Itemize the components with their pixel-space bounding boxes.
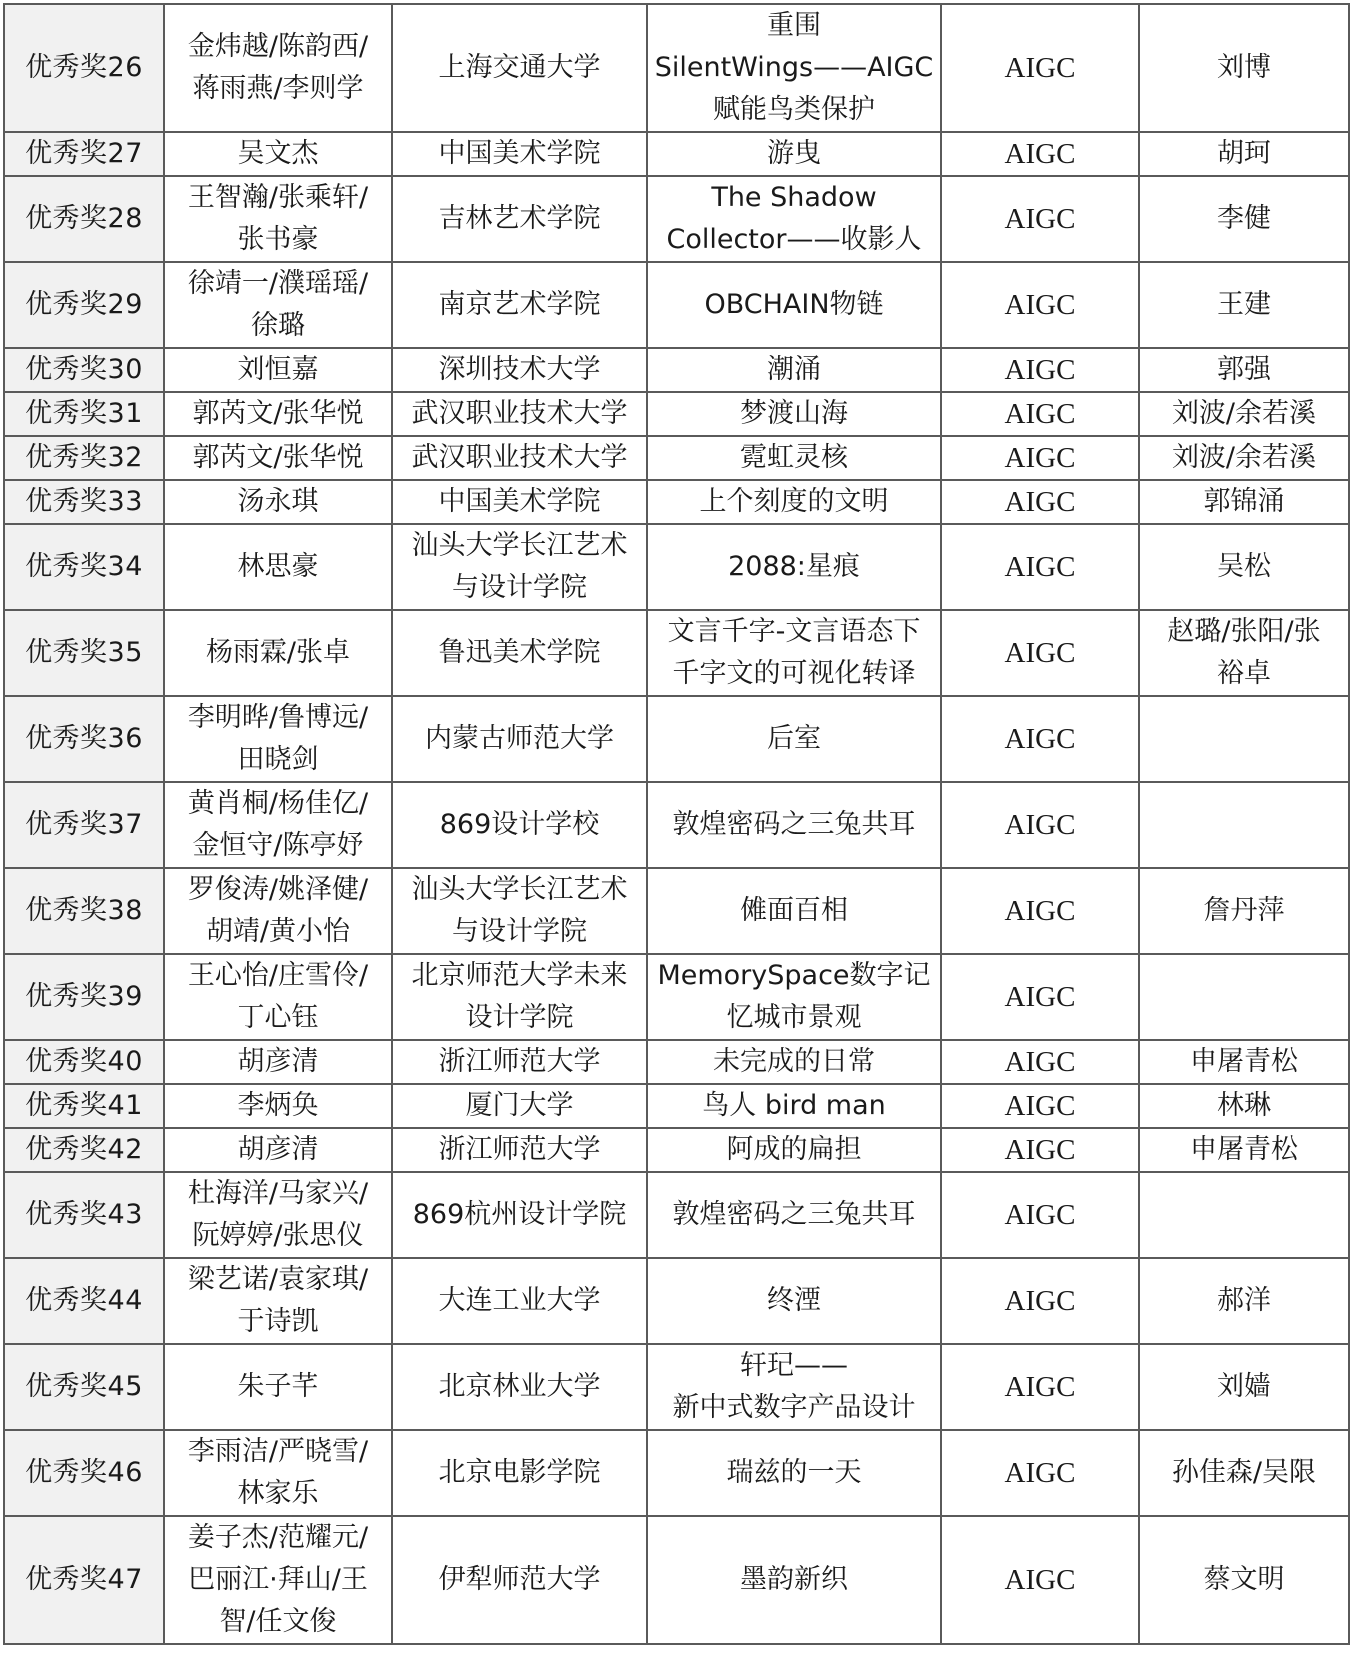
authors-cell-line: 刘恒嘉 bbox=[237, 354, 319, 385]
award-name-cell: 优秀奖38 bbox=[4, 868, 164, 954]
work-title-cell bbox=[647, 1172, 941, 1258]
work-title-cell-line: 潮涌 bbox=[767, 354, 821, 385]
authors-cell-line: 林思豪 bbox=[237, 551, 319, 582]
table-row bbox=[4, 1258, 1349, 1344]
authors-cell-line: 蒋雨燕/李则学 bbox=[192, 73, 364, 104]
school-cell-line: 厦门大学 bbox=[465, 1090, 574, 1121]
work-title-cell-line: OBCHAIN物链 bbox=[704, 289, 884, 320]
award-name-cell: 优秀奖35 bbox=[4, 610, 164, 696]
category-cell: AIGC bbox=[941, 132, 1139, 176]
advisor-cell bbox=[1139, 480, 1349, 524]
advisor-cell bbox=[1139, 1516, 1349, 1644]
work-title-cell-line: 敦煌密码之三兔共耳 bbox=[672, 1199, 916, 1230]
table-row bbox=[4, 1172, 1349, 1258]
award-name-cell: 优秀奖40 bbox=[4, 1040, 164, 1084]
work-title-cell bbox=[647, 348, 941, 392]
work-title-cell-line: Collector——收影人 bbox=[666, 224, 922, 255]
advisor-cell bbox=[1139, 1258, 1349, 1344]
award-name-cell: 优秀奖37 bbox=[4, 782, 164, 868]
authors-cell-line: 郭芮文/张华悦 bbox=[192, 398, 364, 429]
authors-cell-line: 巴丽江·拜山/王 bbox=[188, 1564, 368, 1595]
advisor-cell-line: 裕卓 bbox=[1217, 658, 1271, 689]
advisor-cell-line: 林琳 bbox=[1217, 1090, 1271, 1121]
school-cell-line: 浙江师范大学 bbox=[438, 1046, 601, 1077]
school-cell bbox=[392, 1258, 647, 1344]
work-title-cell-line: 2088:星痕 bbox=[728, 551, 860, 582]
award-name-cell: 优秀奖28 bbox=[4, 176, 164, 262]
table-row bbox=[4, 436, 1349, 480]
authors-cell bbox=[164, 610, 392, 696]
work-title-cell bbox=[647, 696, 941, 782]
school-cell-line: 伊犁师范大学 bbox=[438, 1564, 601, 1595]
award-name-cell: 优秀奖39 bbox=[4, 954, 164, 1040]
school-cell bbox=[392, 1430, 647, 1516]
authors-cell-line: 李明晔/鲁博远/ bbox=[187, 702, 369, 733]
school-cell bbox=[392, 176, 647, 262]
award-name-cell: 优秀奖34 bbox=[4, 524, 164, 610]
table-row bbox=[4, 696, 1349, 782]
authors-cell-line: 梁艺诺/袁家琪/ bbox=[187, 1264, 369, 1295]
school-cell bbox=[392, 1128, 647, 1172]
authors-cell bbox=[164, 4, 392, 132]
table-row bbox=[4, 132, 1349, 176]
advisor-cell bbox=[1139, 1084, 1349, 1128]
school-cell bbox=[392, 480, 647, 524]
work-title-cell bbox=[647, 4, 941, 132]
category-cell: AIGC bbox=[941, 4, 1139, 132]
advisor-cell bbox=[1139, 436, 1349, 480]
authors-cell bbox=[164, 348, 392, 392]
authors-cell bbox=[164, 782, 392, 868]
award-name-cell: 优秀奖44 bbox=[4, 1258, 164, 1344]
authors-cell bbox=[164, 480, 392, 524]
school-cell bbox=[392, 1084, 647, 1128]
advisor-cell-line: 赵璐/张阳/张 bbox=[1167, 616, 1321, 647]
advisor-cell-line: 申屠青松 bbox=[1190, 1046, 1298, 1077]
authors-cell-line: 朱子芊 bbox=[237, 1371, 319, 1402]
authors-cell-line: 于诗凯 bbox=[237, 1306, 319, 1337]
authors-cell-line: 徐靖一/濮瑶瑶/ bbox=[187, 268, 369, 299]
authors-cell bbox=[164, 954, 392, 1040]
authors-cell bbox=[164, 262, 392, 348]
work-title-cell bbox=[647, 1258, 941, 1344]
work-title-cell bbox=[647, 524, 941, 610]
award-name-cell: 优秀奖46 bbox=[4, 1430, 164, 1516]
table-row bbox=[4, 392, 1349, 436]
authors-cell-line: 田晓剑 bbox=[237, 744, 319, 775]
award-name-cell: 优秀奖30 bbox=[4, 348, 164, 392]
advisor-cell bbox=[1139, 610, 1349, 696]
work-title-cell bbox=[647, 176, 941, 262]
category-cell: AIGC bbox=[941, 782, 1139, 868]
award-name-cell: 优秀奖33 bbox=[4, 480, 164, 524]
advisor-cell-line: 刘波/余若溪 bbox=[1171, 398, 1317, 429]
authors-cell-line: 杜海洋/马家兴/ bbox=[187, 1178, 369, 1209]
authors-cell bbox=[164, 1430, 392, 1516]
school-cell-line: 869设计学校 bbox=[439, 809, 600, 840]
advisor-cell-line: 蔡文明 bbox=[1203, 1564, 1285, 1595]
work-title-cell-line: 忆城市景观 bbox=[726, 1002, 862, 1033]
authors-cell bbox=[164, 1128, 392, 1172]
category-cell: AIGC bbox=[941, 1344, 1139, 1430]
school-cell bbox=[392, 696, 647, 782]
work-title-cell-line: 瑞兹的一天 bbox=[726, 1457, 862, 1488]
advisor-cell-line: 吴松 bbox=[1217, 551, 1271, 582]
work-title-cell bbox=[647, 1040, 941, 1084]
work-title-cell-line: The Shadow bbox=[711, 182, 877, 213]
school-cell-line: 武汉职业技术大学 bbox=[411, 398, 628, 429]
category-cell: AIGC bbox=[941, 1516, 1139, 1644]
work-title-cell-line: MemorySpace数字记 bbox=[657, 960, 931, 991]
advisor-cell bbox=[1139, 954, 1349, 1040]
school-cell bbox=[392, 1516, 647, 1644]
table-row bbox=[4, 1430, 1349, 1516]
school-cell bbox=[392, 1172, 647, 1258]
school-cell bbox=[392, 436, 647, 480]
category-cell: AIGC bbox=[941, 1084, 1139, 1128]
school-cell bbox=[392, 524, 647, 610]
advisor-cell-line: 胡珂 bbox=[1217, 138, 1271, 169]
school-cell bbox=[392, 782, 647, 868]
authors-cell-line: 吴文杰 bbox=[237, 138, 319, 169]
authors-cell-line: 丁心钰 bbox=[237, 1002, 319, 1033]
advisor-cell bbox=[1139, 524, 1349, 610]
authors-cell-line: 胡彦清 bbox=[237, 1046, 319, 1077]
work-title-cell-line: 重围 bbox=[767, 10, 821, 41]
work-title-cell bbox=[647, 610, 941, 696]
advisor-cell-line: 王建 bbox=[1217, 289, 1271, 320]
category-cell: AIGC bbox=[941, 436, 1139, 480]
school-cell-line: 内蒙古师范大学 bbox=[425, 723, 614, 754]
work-title-cell bbox=[647, 954, 941, 1040]
award-name-cell: 优秀奖36 bbox=[4, 696, 164, 782]
work-title-cell-line: 终湮 bbox=[767, 1285, 821, 1316]
authors-cell-line: 汤永琪 bbox=[237, 486, 319, 517]
category-cell: AIGC bbox=[941, 1172, 1139, 1258]
school-cell bbox=[392, 4, 647, 132]
work-title-cell bbox=[647, 1430, 941, 1516]
work-title-cell-line: 游曳 bbox=[767, 138, 821, 169]
school-cell-line: 浙江师范大学 bbox=[438, 1134, 601, 1165]
advisor-cell bbox=[1139, 1430, 1349, 1516]
table-row bbox=[4, 524, 1349, 610]
award-name-cell: 优秀奖47 bbox=[4, 1516, 164, 1644]
authors-cell-line: 姜子杰/范耀元/ bbox=[187, 1522, 369, 1553]
advisor-cell bbox=[1139, 782, 1349, 868]
authors-cell bbox=[164, 696, 392, 782]
work-title-cell-line: 赋能鸟类保护 bbox=[713, 94, 875, 125]
work-title-cell bbox=[647, 868, 941, 954]
authors-cell-line: 张书豪 bbox=[237, 224, 319, 255]
school-cell bbox=[392, 610, 647, 696]
authors-cell bbox=[164, 1172, 392, 1258]
work-title-cell-line: 霓虹灵核 bbox=[740, 442, 848, 473]
category-cell: AIGC bbox=[941, 480, 1139, 524]
award-name-cell: 优秀奖31 bbox=[4, 392, 164, 436]
work-title-cell bbox=[647, 480, 941, 524]
advisor-cell-line: 孙佳森/吴限 bbox=[1171, 1457, 1317, 1488]
advisor-cell bbox=[1139, 1128, 1349, 1172]
advisor-cell-line: 李健 bbox=[1217, 203, 1271, 234]
work-title-cell bbox=[647, 132, 941, 176]
table-row bbox=[4, 348, 1349, 392]
table-row bbox=[4, 782, 1349, 868]
award-name-cell: 优秀奖42 bbox=[4, 1128, 164, 1172]
authors-cell-line: 金炜越/陈韵西/ bbox=[187, 31, 369, 62]
category-cell: AIGC bbox=[941, 1128, 1139, 1172]
table-row bbox=[4, 176, 1349, 262]
school-cell-line: 中国美术学院 bbox=[438, 486, 601, 517]
school-cell-line: 鲁迅美术学院 bbox=[438, 637, 601, 668]
work-title-cell bbox=[647, 782, 941, 868]
school-cell-line: 869杭州设计学院 bbox=[412, 1199, 627, 1230]
advisor-cell-line: 刘博 bbox=[1217, 52, 1271, 83]
work-title-cell bbox=[647, 1344, 941, 1430]
work-title-cell-line: 后室 bbox=[767, 723, 821, 754]
authors-cell bbox=[164, 1344, 392, 1430]
work-title-cell-line: 千字文的可视化转译 bbox=[672, 658, 916, 689]
work-title-cell-line: 墨韵新织 bbox=[740, 1564, 848, 1595]
authors-cell bbox=[164, 1516, 392, 1644]
award-name-cell: 优秀奖29 bbox=[4, 262, 164, 348]
authors-cell-line: 智/任文俊 bbox=[219, 1606, 337, 1637]
advisor-cell-line: 郭锦涌 bbox=[1203, 486, 1285, 517]
authors-cell bbox=[164, 1040, 392, 1084]
advisor-cell bbox=[1139, 132, 1349, 176]
category-cell: AIGC bbox=[941, 262, 1139, 348]
school-cell bbox=[392, 132, 647, 176]
work-title-cell-line: 上个刻度的文明 bbox=[699, 486, 889, 517]
school-cell-line: 吉林艺术学院 bbox=[438, 203, 601, 234]
school-cell bbox=[392, 348, 647, 392]
authors-cell-line: 黄肖桐/杨佳亿/ bbox=[187, 788, 369, 819]
advisor-cell bbox=[1139, 176, 1349, 262]
work-title-cell-line: 梦渡山海 bbox=[740, 398, 848, 429]
advisor-cell-line: 郭强 bbox=[1217, 354, 1271, 385]
work-title-cell-line: 鸟人 bird man bbox=[702, 1090, 886, 1121]
advisor-cell-line: 詹丹萍 bbox=[1203, 895, 1285, 926]
school-cell bbox=[392, 868, 647, 954]
school-cell-line: 南京艺术学院 bbox=[438, 289, 601, 320]
table-row bbox=[4, 610, 1349, 696]
work-title-cell-line: SilentWings——AIGC bbox=[654, 52, 934, 83]
work-title-cell-line: 傩面百相 bbox=[740, 895, 848, 926]
table-row bbox=[4, 868, 1349, 954]
school-cell bbox=[392, 1344, 647, 1430]
school-cell-line: 与设计学院 bbox=[452, 916, 587, 947]
work-title-cell-line: 阿成的扁担 bbox=[726, 1134, 862, 1165]
school-cell bbox=[392, 262, 647, 348]
advisor-cell-line: 郝洋 bbox=[1217, 1285, 1271, 1316]
advisor-cell bbox=[1139, 868, 1349, 954]
work-title-cell bbox=[647, 1128, 941, 1172]
authors-cell-line: 李炳奂 bbox=[237, 1090, 319, 1121]
category-cell: AIGC bbox=[941, 610, 1139, 696]
school-cell-line: 北京林业大学 bbox=[438, 1371, 601, 1402]
school-cell-line: 上海交通大学 bbox=[438, 52, 601, 83]
award-table-body bbox=[4, 4, 1349, 1644]
work-title-cell bbox=[647, 262, 941, 348]
award-name-cell: 优秀奖27 bbox=[4, 132, 164, 176]
authors-cell-line: 郭芮文/张华悦 bbox=[192, 442, 364, 473]
award-table bbox=[3, 3, 1350, 1645]
work-title-cell-line: 轩玘—— bbox=[740, 1350, 848, 1381]
school-cell bbox=[392, 1040, 647, 1084]
category-cell: AIGC bbox=[941, 524, 1139, 610]
work-title-cell bbox=[647, 1084, 941, 1128]
school-cell-line: 深圳技术大学 bbox=[438, 354, 601, 385]
work-title-cell bbox=[647, 392, 941, 436]
category-cell: AIGC bbox=[941, 1040, 1139, 1084]
authors-cell-line: 阮婷婷/张思仪 bbox=[192, 1220, 364, 1251]
award-name-cell: 优秀奖43 bbox=[4, 1172, 164, 1258]
award-name-cell: 优秀奖45 bbox=[4, 1344, 164, 1430]
authors-cell bbox=[164, 1258, 392, 1344]
category-cell: AIGC bbox=[941, 868, 1139, 954]
advisor-cell-line: 刘波/余若溪 bbox=[1171, 442, 1317, 473]
category-cell: AIGC bbox=[941, 696, 1139, 782]
category-cell: AIGC bbox=[941, 1258, 1139, 1344]
advisor-cell bbox=[1139, 4, 1349, 132]
advisor-cell bbox=[1139, 696, 1349, 782]
work-title-cell-line: 文言千字-文言语态下 bbox=[667, 616, 921, 647]
school-cell-line: 与设计学院 bbox=[452, 572, 587, 603]
work-title-cell bbox=[647, 436, 941, 480]
category-cell: AIGC bbox=[941, 348, 1139, 392]
advisor-cell bbox=[1139, 1344, 1349, 1430]
school-cell-line: 设计学院 bbox=[465, 1002, 574, 1033]
school-cell-line: 中国美术学院 bbox=[438, 138, 601, 169]
work-title-cell-line: 新中式数字产品设计 bbox=[672, 1392, 916, 1423]
authors-cell-line: 林家乐 bbox=[237, 1478, 319, 1509]
authors-cell-line: 李雨洁/严晓雪/ bbox=[187, 1436, 369, 1467]
authors-cell bbox=[164, 1084, 392, 1128]
table-row bbox=[4, 4, 1349, 132]
table-row bbox=[4, 954, 1349, 1040]
authors-cell bbox=[164, 524, 392, 610]
authors-cell-line: 胡彦清 bbox=[237, 1134, 319, 1165]
advisor-cell bbox=[1139, 262, 1349, 348]
school-cell bbox=[392, 954, 647, 1040]
category-cell: AIGC bbox=[941, 176, 1139, 262]
authors-cell bbox=[164, 392, 392, 436]
table-row bbox=[4, 1516, 1349, 1644]
authors-cell-line: 杨雨霖/张卓 bbox=[205, 637, 351, 668]
authors-cell-line: 王智瀚/张乘轩/ bbox=[187, 182, 369, 213]
work-title-cell-line: 未完成的日常 bbox=[713, 1046, 875, 1077]
award-name-cell: 优秀奖26 bbox=[4, 4, 164, 132]
school-cell bbox=[392, 392, 647, 436]
category-cell: AIGC bbox=[941, 1430, 1139, 1516]
authors-cell-line: 王心怡/庄雪伶/ bbox=[187, 960, 369, 991]
table-row bbox=[4, 1344, 1349, 1430]
authors-cell-line: 胡靖/黄小怡 bbox=[205, 916, 351, 947]
category-cell: AIGC bbox=[941, 392, 1139, 436]
advisor-cell bbox=[1139, 1040, 1349, 1084]
school-cell-line: 北京电影学院 bbox=[438, 1457, 601, 1488]
table-row bbox=[4, 480, 1349, 524]
advisor-cell bbox=[1139, 1172, 1349, 1258]
work-title-cell-line: 敦煌密码之三兔共耳 bbox=[672, 809, 916, 840]
school-cell-line: 汕头大学长江艺术 bbox=[411, 874, 628, 905]
table-row bbox=[4, 1040, 1349, 1084]
authors-cell-line: 罗俊涛/姚泽健/ bbox=[187, 874, 369, 905]
category-cell: AIGC bbox=[941, 954, 1139, 1040]
authors-cell bbox=[164, 132, 392, 176]
authors-cell-line: 徐璐 bbox=[251, 310, 305, 341]
table-row bbox=[4, 262, 1349, 348]
school-cell-line: 北京师范大学未来 bbox=[411, 960, 628, 991]
school-cell-line: 大连工业大学 bbox=[438, 1285, 601, 1316]
work-title-cell bbox=[647, 1516, 941, 1644]
school-cell-line: 汕头大学长江艺术 bbox=[411, 530, 628, 561]
table-row bbox=[4, 1128, 1349, 1172]
table-row bbox=[4, 1084, 1349, 1128]
authors-cell bbox=[164, 176, 392, 262]
authors-cell bbox=[164, 868, 392, 954]
authors-cell bbox=[164, 436, 392, 480]
school-cell-line: 武汉职业技术大学 bbox=[411, 442, 628, 473]
advisor-cell-line: 申屠青松 bbox=[1190, 1134, 1298, 1165]
advisor-cell bbox=[1139, 348, 1349, 392]
award-name-cell: 优秀奖32 bbox=[4, 436, 164, 480]
advisor-cell bbox=[1139, 392, 1349, 436]
authors-cell-line: 金恒守/陈亭妤 bbox=[192, 830, 364, 861]
award-name-cell: 优秀奖41 bbox=[4, 1084, 164, 1128]
advisor-cell-line: 刘嫱 bbox=[1217, 1371, 1271, 1402]
